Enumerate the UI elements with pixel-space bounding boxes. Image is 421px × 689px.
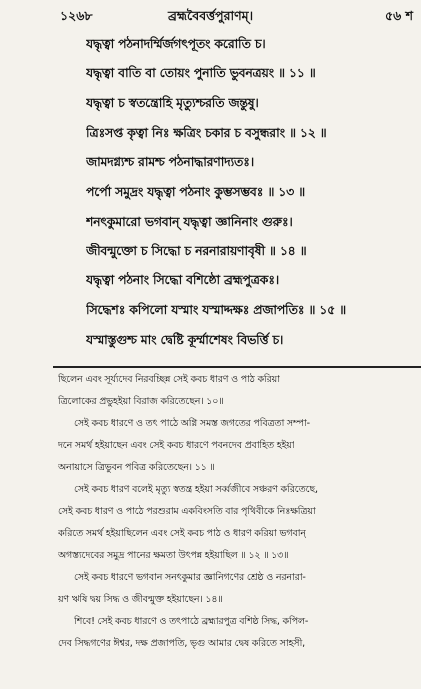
verse-line: শনৎকুমারো ভগবান্ যদ্ধৃত্বা জ্ঞানিনাং গুরুঃ। — [86, 214, 293, 229]
page-header — [0, 6, 421, 28]
verse-line: জীবন্মুক্তো চ সিদ্ধো চ নরনারায়ণাবৃষী ॥ ১৪ ॥ — [86, 243, 307, 258]
commentary-line: সেই কবচ ধারণ বলেই মৃত্যু স্বতন্ত্র হইয়া সর্ব্বজীবে সঞ্চরণ করিতেছে, — [74, 484, 318, 495]
commentary-line: শিবে! সেই কবচ ধারণে ও তৎপাঠে ব্রহ্মারপুত্র বশিষ্ঠ সিদ্ধ, কপিল- — [74, 616, 309, 627]
verse-line: ত্রিঃসপ্ত কৃত্বা নিঃ ক্ষত্রিং চকার চ বসুন্ধরাং ॥ ১২ ॥ — [86, 125, 327, 140]
verse-line: যস্মাস্তুগুশ্চ মাং দ্বেষ্টি কূর্ম্মাশেষং বিভর্ত্তি চ। — [86, 332, 284, 347]
section-divider — [53, 366, 421, 368]
section-number: ৫৬ শ — [385, 8, 413, 23]
verse-line: সিদ্ধেশঃ কপিলো যস্মাং যস্মাদ্দক্ষঃ প্রজাপতিঃ ॥ ১৫ ॥ — [86, 302, 346, 317]
commentary-line: দনে সমর্থ হইয়াছেন এবং সেই কবচ ধারণে পবনদেব প্রবাহিত হইয়া — [58, 440, 295, 451]
commentary-line: সেই কবচ ধারণে ভগবান সনৎকুমার জ্ঞানিগণের শ্রেষ্ঠ ও নরনারা- — [74, 572, 306, 583]
commentary-line: অনায়াসে ত্রিভুবন পবিত্র করিতেছেন। ১১ ॥ — [58, 462, 215, 473]
commentary-line: সেই কবচ ধারণ ও পাঠে পরশুরাম একবিংসতি বার পৃথিবীকে নিঃক্ষত্রিয়া — [58, 506, 316, 517]
verse-line: যদ্ধৃত্বা চ স্বতন্ত্রোহি মৃত্যুশ্চরতি জন্তুষু। — [86, 95, 259, 110]
commentary-line: ত্রিলোকের প্রভুহইয়া বিরাজ করিতেছেন। ১০॥ — [58, 396, 224, 407]
commentary-line: অগস্ত্যদেবের সমুদ্র পানের ক্ষমতা উৎপন্ন হইয়াছিল ॥ ১২ ॥ ১৩॥ — [58, 550, 289, 561]
commentary-line: য়ণ ঋষি দ্বয় সিদ্ধ ও জীবন্মুক্ত হইয়াছেন। ১৪॥ — [58, 594, 223, 605]
verse-line: যদ্ধৃত্বা পঠনাদর্ম্মির্জগৎপূতং করোতি চ। — [86, 36, 266, 51]
verse-line: পর্পো সমুদ্রং যদ্ধৃত্বা পঠনাং কুম্ভসম্ভবঃ ॥ ১৩ ॥ — [86, 184, 305, 199]
commentary-line: ছিলেন এবং সূর্য্যদেব নিরবচ্ছিন্ন সেই কবচ ধারণ ও পাঠ করিয়া — [58, 374, 280, 385]
verse-line: যদ্ধৃত্বা পঠনাং সিদ্ধো বশিষ্ঠো ব্রহ্মপুত্রকঃ। — [86, 272, 279, 287]
verse-line: যদ্ধৃত্বা বাতি বা তোয়ং পুনাতি ভুবনত্রয়ং ॥ ১১ ॥ — [86, 65, 316, 80]
commentary-line: দেব সিদ্ধগণের ঈশ্বর, দক্ষ প্রজাপতি, ভৃগু আমার দ্বেষ করিতে সাহসী, — [58, 638, 305, 649]
verse-line: জামদগ্ন্যশ্চ রামশ্চ পঠনাদ্ধারণাদ্যতঃ। — [86, 154, 254, 169]
commentary-line: সেই কবচ ধারণে ও তৎ পাঠে অগ্নি সমস্ত জগতের পবিত্রতা সম্পা- — [74, 418, 310, 429]
page-number: ১২৬৮ — [60, 8, 93, 23]
commentary-line: করিতে সমর্থ হইয়াছিলেন এবং সেই কবচ পাঠ ও ধারণ করিয়া ভগবান্ — [58, 528, 306, 539]
running-title: ব্রহ্মবৈবর্ত্তপুরাণম্। — [167, 8, 254, 23]
